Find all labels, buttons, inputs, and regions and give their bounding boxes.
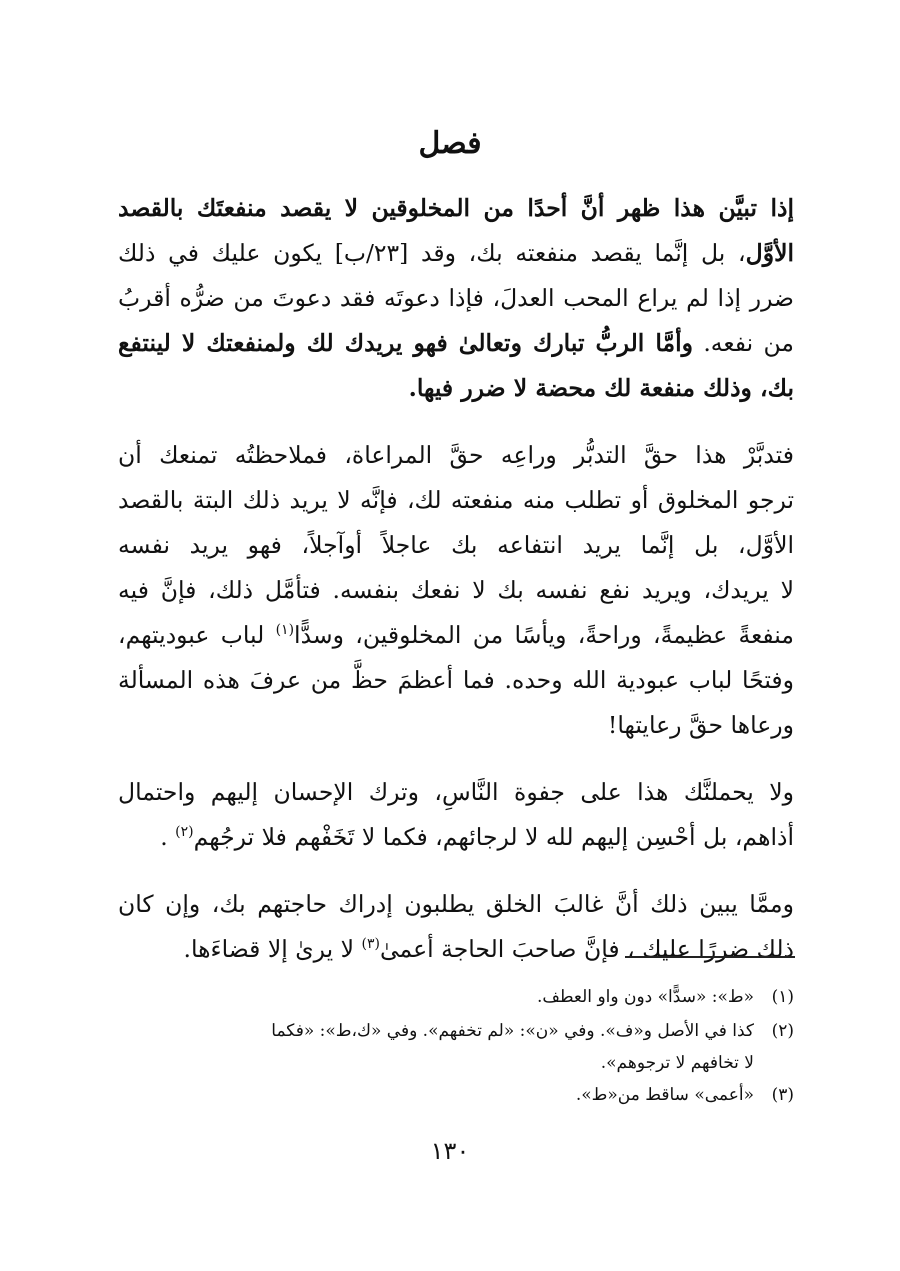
paragraph <box>118 186 794 411</box>
text-line <box>118 276 794 321</box>
footnote-number: (٣) <box>771 1085 794 1105</box>
paragraph <box>118 770 794 860</box>
text-line <box>118 613 794 658</box>
text-segment: ضرر إذا لم يراع المحب العدلَ، فإذا دعوتَه فقد دعوتَ من ضرُّه أقربُ <box>118 284 794 312</box>
text-segment: أذاهم، بل أحْسِن إليهم لله لا لرجائهم، فكما لا تَخَفْهم فلا ترجُهم <box>193 823 794 851</box>
paragraph <box>118 882 794 972</box>
text-segment: من نفعه. <box>693 329 794 357</box>
text-line <box>118 703 794 748</box>
text-line <box>118 882 794 927</box>
text-line <box>118 366 794 411</box>
page-number: ١٣٠ <box>430 1137 470 1165</box>
footnote-item <box>118 1014 794 1048</box>
text-segment: ترجو المخلوق أو تطلب منه منفعته لك، فإنَّه لا يريد ذلك البتة بالقصد <box>118 486 794 514</box>
text-segment: لا يريدك، ويريد نفع نفسه بك لا نفعك بنفسه. فتأمَّل ذلك، فإنَّ فيه <box>118 576 794 604</box>
text-segment: الأوَّل، بل إنَّما يريد انتفاعه بك عاجلاً أوآجلاً، فهو يريد نفسه <box>118 531 794 559</box>
text-segment: منفعةً عظيمةً، وراحةً، ويأسًا من المخلوقين، وسدًّا <box>294 621 794 649</box>
footnote-separator <box>625 956 795 958</box>
text-line <box>118 478 794 523</box>
text-segment: . <box>160 823 176 851</box>
footnotes <box>118 980 794 1112</box>
text-segment: ذلك ضررًا عليك ، فإنَّ صاحبَ الحاجة أعمىٰ <box>379 935 794 963</box>
footnote-continuation: لا تخافهم لا ترجوهم». <box>600 1053 754 1073</box>
main-text <box>118 186 794 972</box>
text-segment: لباب عبوديتهم، <box>118 621 276 649</box>
text-segment: لا يرىٰ إلا قضاءَها. <box>183 935 362 963</box>
text-line <box>118 321 794 366</box>
footnote-number: (٢) <box>771 1021 794 1041</box>
footnote-text: كذا في الأصل و«ف». وفي «ن»: «لم تخفهم». وفي «ك،ط»: «فكما <box>271 1021 754 1041</box>
text-line <box>118 658 794 703</box>
text-line <box>118 433 794 478</box>
paragraph <box>118 433 794 748</box>
bold-text: الأوَّل <box>745 239 794 267</box>
footnote-item <box>118 1078 794 1112</box>
footnote-text: «أعمى» ساقط من«ط». <box>575 1085 754 1105</box>
text-line <box>118 770 794 815</box>
text-segment: فتدبَّرْ هذا حقَّ التدبُّر وراعِه حقَّ المراعاة، فملاحظتُه تمنعك أن <box>118 441 794 469</box>
bold-text: بك، وذلك منفعة لك محضة لا ضرر فيها. <box>408 374 794 402</box>
footnote-marker: (١) <box>275 622 295 638</box>
text-line <box>118 568 794 613</box>
text-segment: ورعاها حقَّ رعايتها! <box>607 711 794 739</box>
text-line <box>118 523 794 568</box>
text-line <box>118 815 794 860</box>
text-line <box>118 927 794 972</box>
text-line <box>118 231 794 276</box>
section-heading: فصل <box>418 126 482 161</box>
text-segment: ، بل إنَّما يقصد منفعته بك، وقد [٢٣/ب] يكون عليك في ذلك <box>118 239 746 267</box>
footnote-marker: (٣) <box>361 936 380 952</box>
bold-text: وأمَّا الربُّ تبارك وتعالىٰ فهو يريدك لك ولمنفعتك لا لينتفع <box>118 329 693 357</box>
footnote-number: (١) <box>771 987 794 1007</box>
text-segment: وممَّا يبين ذلك أنَّ غالبَ الخلق يطلبون إدراك حاجتهم بك، وإن كان <box>118 890 794 918</box>
footnote-marker: (٢) <box>175 824 194 840</box>
footnote-text: «ط»: «سدًّا» دون واو العطف. <box>536 987 754 1007</box>
text-segment: وفتحًا لباب عبودية الله وحده. فما أعظمَ حظَّ من عرفَ هذه المسألة <box>118 666 794 694</box>
bold-text: إذا تبيَّن هذا ظهر أنَّ أحدًا من المخلوقين لا يقصد منفعتَك بالقصد <box>118 194 794 222</box>
text-line <box>118 186 794 231</box>
footnote-item <box>118 980 794 1014</box>
text-segment: ولا يحملنَّك هذا على جفوة النَّاسِ، وترك الإحسان إليهم واحتمال <box>118 778 794 806</box>
